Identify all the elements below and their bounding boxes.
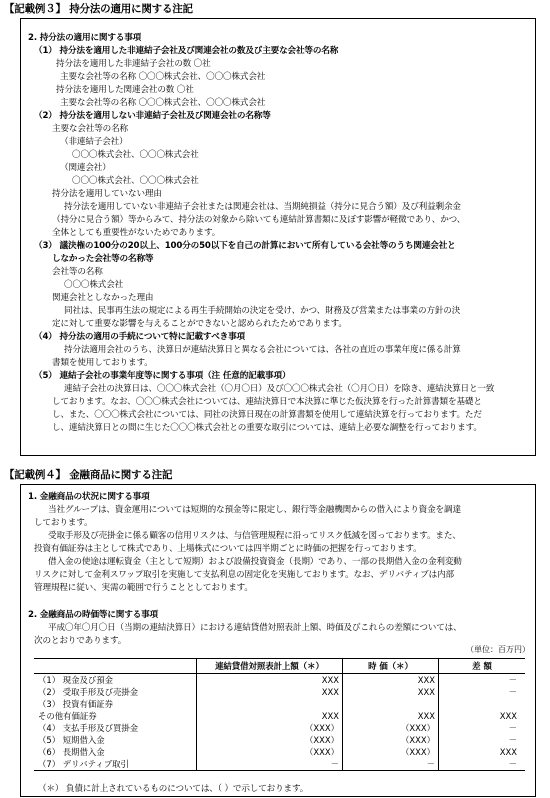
text-line: しております。 <box>34 518 93 528</box>
table-row <box>34 686 525 698</box>
section-title-example4: 【記載例４】 金融商品に関する注記 <box>4 469 173 481</box>
text-line: 〇〇〇株式会社、〇〇〇株式会社 <box>72 176 199 186</box>
text-line: 〇〇〇株式会社 <box>64 280 124 290</box>
table-row <box>34 746 525 758</box>
text-line: 全体としても重要性がないためであります。 <box>52 228 221 238</box>
text-line: 持分法を適用していない理由 <box>52 189 162 199</box>
table-cell-book-value: XXX <box>197 674 343 687</box>
table-cell-difference: － <box>439 758 526 771</box>
text-line: （関連会社） <box>60 163 111 173</box>
table-cell-difference <box>439 698 526 710</box>
table-row <box>34 734 525 746</box>
table-header-difference: 差 額 <box>439 659 526 674</box>
text-line: （持分に見合う額）等からみて、持分法の対象から除いても連結計算書類に及ぼす影響が軽微であり、かつ、 <box>52 215 466 225</box>
heading-line: （5） 連結子会社の事業年度等に関する事項（注 任意的記載事項） <box>34 371 291 381</box>
table-cell-item: （6） 長期借入金 <box>38 747 105 757</box>
table-cell-item: （5） 短期借入金 <box>38 735 105 745</box>
table-cell-item: （7） デリバティブ取引 <box>34 758 197 771</box>
table-row <box>34 710 525 722</box>
table-header-book-value: 連結貸借対照表計上額（＊） <box>197 659 343 674</box>
text-line: 平成〇年〇月〇日（当期の連結決算日）における連結貸借対照表計上額、時価及びこれらの差額については、 <box>48 623 462 633</box>
table-cell-difference: XXX <box>439 710 526 722</box>
table-cell-difference: － <box>439 674 526 687</box>
table-cell-book-value <box>197 698 343 710</box>
table-cell-fair-value: （XXX） <box>343 722 439 734</box>
text-line: 投資有価証券は主として株式であり、上場株式については四半期ごとに時価の把握を行っております。 <box>34 544 422 554</box>
table-cell-book-value: XXX <box>197 686 343 698</box>
table-cell-fair-value: （XXX） <box>343 746 439 758</box>
table-cell-book-value: XXX <box>197 710 343 722</box>
heading-line: （3） 議決権の100分の20以上、100分の50以下を自己の計算において所有している会社等のうち関連会社と <box>34 241 456 251</box>
table-cell-fair-value: XXX <box>343 686 439 698</box>
text-line: 受取手形及び売掛金に係る顧客の信用リスクは、与信管理規程に沿ってリスク低減を図っております。また、 <box>48 531 461 541</box>
text-line: 主要な会社等の名称 〇〇〇株式会社、〇〇〇株式会社 <box>60 72 266 82</box>
table-cell-book-value: （XXX） <box>197 734 343 746</box>
table-header-item <box>34 659 197 674</box>
table-cell-fair-value: XXX <box>343 674 439 687</box>
text-line: 借入金の使途は運転資金（主として短期）および設備投資資金（長期）であり、一部の長期借入金の金利変動 <box>48 557 462 567</box>
table-cell-difference: － <box>439 734 526 746</box>
fair-value-table <box>34 658 525 771</box>
heading-line: （2） 持分法を適用しない非連結子会社及び関連会社の名称等 <box>34 111 271 121</box>
text-line: 主要な会社等の名称 〇〇〇株式会社、〇〇〇株式会社 <box>60 98 266 108</box>
table-footnote: （＊） 負債に計上されているものについては、（ ）で示しております。 <box>38 784 309 794</box>
table-cell-book-value: （XXX） <box>197 722 343 734</box>
table-cell-fair-value: （XXX） <box>343 734 439 746</box>
text-line: リスクに対して金利スワップ取引を実施して支払利息の固定化を実施しております。なお、デリバティブは内部 <box>34 570 454 580</box>
text-line: 当社グループは、資金運用については短期的な預金等に限定し、銀行等金融機関からの借入により資金を調達 <box>48 505 461 515</box>
table-cell-difference: － <box>439 722 526 734</box>
table-row <box>34 722 525 734</box>
text-line: しております。なお、〇〇〇株式会社については、連結決算日で本決算に準じた仮決算を行った計算書類を基礎と <box>52 397 482 407</box>
text-line: 管理規程に従い、実需の範囲で行うこととしております。 <box>34 583 253 593</box>
text-line: 持分法を適用した非連結子会社の数 〇社 <box>56 59 211 69</box>
text-line: 定に対して重要な影響を与えることができないと認められたためであります。 <box>52 319 347 329</box>
table-cell-fair-value: XXX <box>343 710 439 722</box>
section-title-example3: 【記載例３】 持分法の適用に関する注記 <box>4 3 193 15</box>
table-row <box>34 674 525 687</box>
table-cell-fair-value: － <box>343 758 439 771</box>
text-line: 会社等の名称 <box>52 267 103 277</box>
heading-line: 2. 金融商品の時価等に関する事項 <box>28 610 158 620</box>
table-cell-book-value: （XXX） <box>197 746 343 758</box>
table-cell-item: （2） 受取手形及び売掛金 <box>38 687 139 697</box>
text-line: 持分法適用会社のうち、決算日が連結決算日と異なる会社については、各社の直近の事業年度に係る計算 <box>64 345 461 355</box>
text-line: 〇〇〇株式会社、〇〇〇株式会社 <box>72 150 199 160</box>
heading-line: 1. 金融商品の状況に関する事項 <box>28 492 150 502</box>
text-line: 次のとおりであります。 <box>34 636 127 646</box>
heading-line: （1） 持分法を適用した非連結子会社及び関連会社の数及び主要な会社等の名称 <box>34 46 339 56</box>
heading-line: しなかった会社等の名称等 <box>52 254 154 264</box>
table-cell-item: その他有価証券 <box>38 711 97 721</box>
table-cell-item: （1） 現金及び預金 <box>38 675 113 685</box>
table-cell-difference: － <box>439 686 526 698</box>
table-header-fair-value: 時 価（＊） <box>343 659 439 674</box>
table-row <box>34 758 525 771</box>
text-line: （非連結子会社） <box>60 137 128 147</box>
text-line: 連結子会社の決算日は、〇〇〇株式会社（〇月〇日）及び〇〇〇株式会社（〇月〇日）を除き、連結決算日と一致 <box>64 384 495 394</box>
text-line: し、連結決算日との間に生じた〇〇〇株式会社との重要な取引については、連結上必要な調整を行っております。 <box>52 423 482 433</box>
text-line: 関連会社としなかった理由 <box>52 293 154 303</box>
table-cell-book-value: － <box>197 758 343 771</box>
table-cell-fair-value <box>343 698 439 710</box>
table-cell-item: （4） 支払手形及び買掛金 <box>38 723 139 733</box>
text-line: 主要な会社等の名称 <box>52 124 128 134</box>
text-line: し、また、〇〇〇株式会社については、同社の決算日現在の計算書類を使用して連結決算を行っております。ただ <box>52 410 482 420</box>
text-line: 書類を使用しております。 <box>52 358 153 368</box>
unit-label: （単位：百万円） <box>466 645 530 654</box>
heading-line: 2. 持分法の適用に関する事項 <box>28 33 142 43</box>
text-line: 持分法を適用した関連会社の数 〇社 <box>56 85 194 95</box>
text-line: 持分法を適用していない非連結子会社または関連会社は、当期純損益（持分に見合う額）及び利益剰余金 <box>64 202 461 212</box>
table-cell-item: （3） 投資有価証券 <box>38 699 113 709</box>
heading-line: （4） 持分法の適用の手続について特に記載すべき事項 <box>34 332 245 342</box>
text-line: 同社は、民事再生法の規定による再生手続開始の決定を受け、かつ、財務及び営業または事業の方針の決 <box>64 306 461 316</box>
table-row <box>34 698 525 710</box>
table-cell-difference: XXX <box>439 746 526 758</box>
